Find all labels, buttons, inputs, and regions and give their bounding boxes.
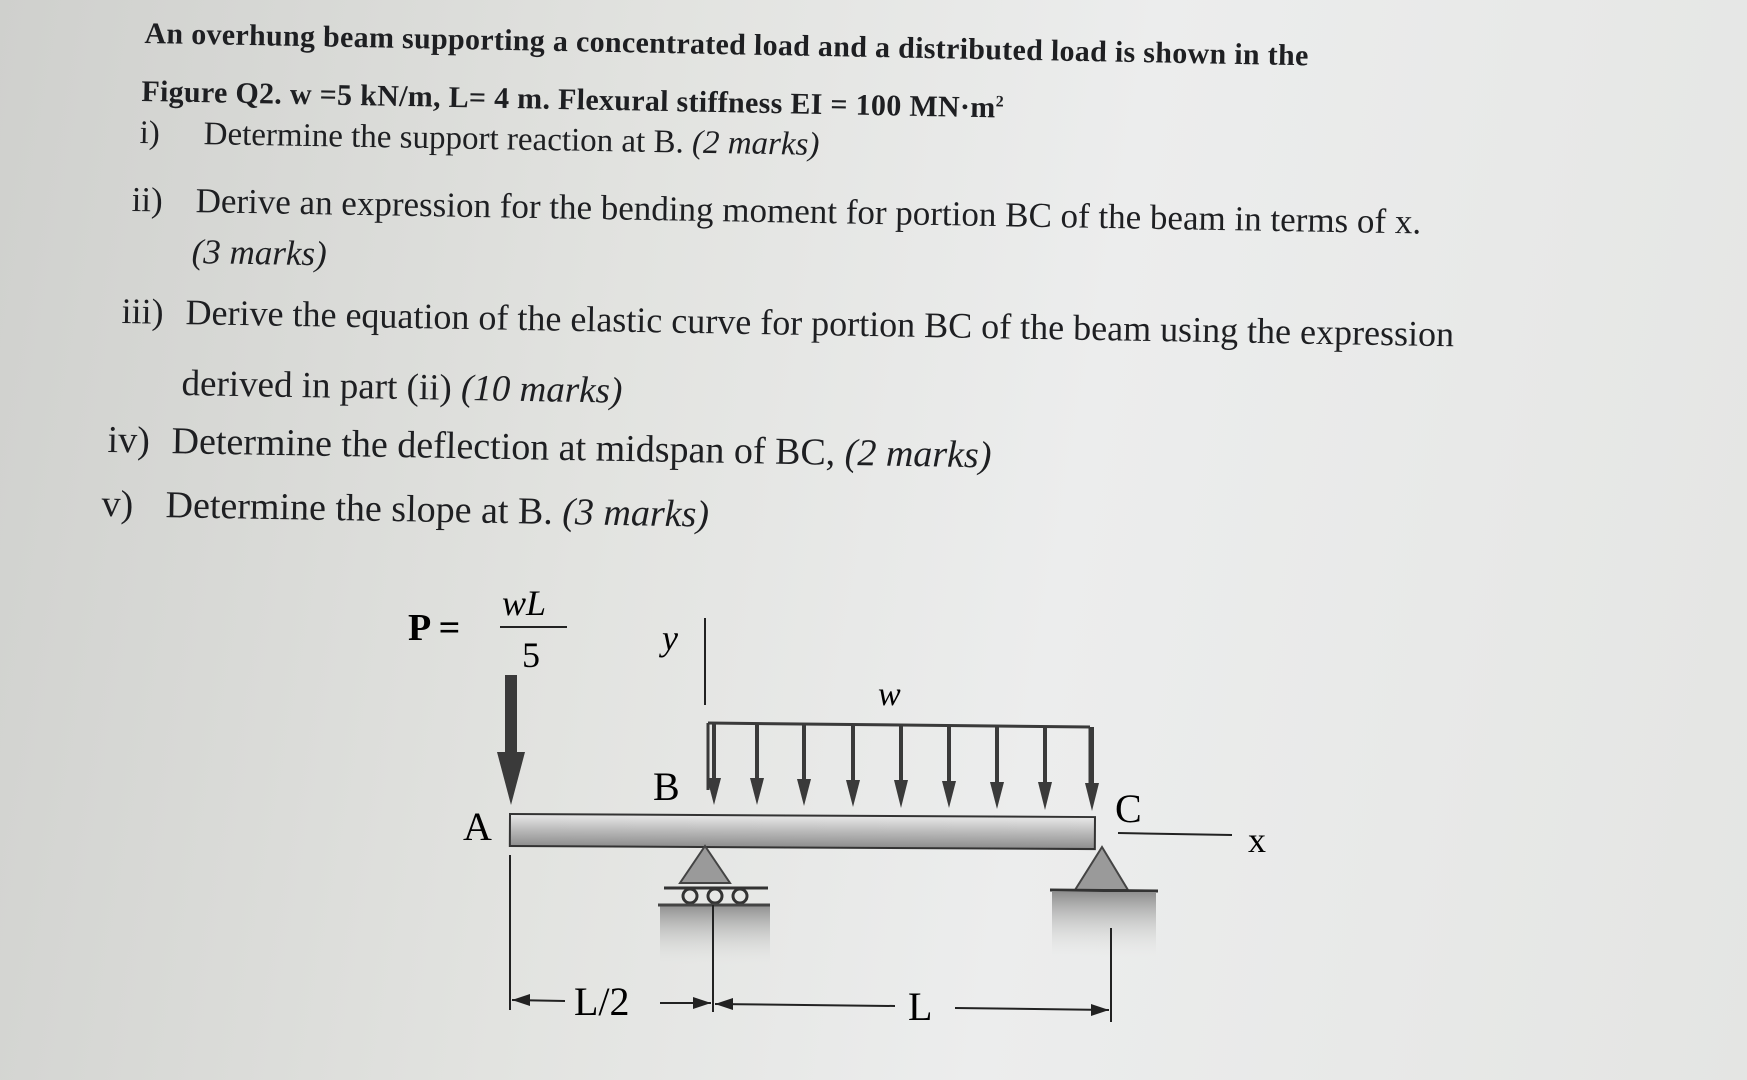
dimension-half-label: L/2 <box>574 979 630 1024</box>
question-marks: (10 marks) <box>460 367 623 412</box>
question-number: iii) <box>121 290 164 332</box>
load-p-denominator: 5 <box>522 635 540 675</box>
dimension-full-span <box>715 984 1109 1029</box>
dimension-full-label: L <box>908 984 933 1029</box>
distributed-load <box>707 723 1099 811</box>
load-p-label: P = <box>408 607 461 649</box>
intro-superscript: 2 <box>995 93 1005 111</box>
w-label: w <box>878 676 901 713</box>
question-marks: (2 marks) <box>844 431 992 477</box>
x-axis-line <box>1118 833 1232 835</box>
question-number: v) <box>101 482 134 526</box>
question-marks: (3 marks) <box>561 491 710 536</box>
question-text: derived in part (ii) <box>181 362 462 409</box>
question-number: ii) <box>131 180 164 220</box>
beam <box>510 814 1095 849</box>
intro-line-2-text: Figure Q2. w =5 kN/m, L= 4 m. Flexural stiffness EI = 100 MN·m <box>141 74 996 125</box>
intro-line-1: An overhung beam supporting a concentrated load and a distributed load is shown in the <box>144 16 1309 73</box>
load-p-numerator: wL <box>502 583 547 623</box>
question-text: Determine the slope at B. <box>165 484 563 534</box>
pin-support-c <box>1050 847 1158 957</box>
x-axis-label: x <box>1248 820 1266 860</box>
point-load-arrow <box>497 675 525 805</box>
question-text: Determine the deflection at midspan of BC, <box>171 420 846 474</box>
question-ii-marks: (3 marks) <box>191 232 328 274</box>
question-marks: (2 marks) <box>691 124 820 163</box>
point-c-label: C <box>1115 786 1142 831</box>
question-number: i) <box>139 115 161 152</box>
question-text: Derive the equation of the elastic curve for portion BC of the beam using the expression <box>185 292 1455 355</box>
question-text: Determine the support reaction at B. <box>203 116 693 161</box>
load-arrows <box>707 723 1099 811</box>
question-text: Derive an expression for the bending moment for portion BC of the beam in terms of x. <box>195 181 1422 242</box>
dimension-half-span <box>512 979 711 1024</box>
question-number: iv) <box>107 418 151 462</box>
point-b-label: B <box>653 764 680 809</box>
y-axis-label: y <box>662 618 678 658</box>
point-a-label: A <box>463 804 492 849</box>
